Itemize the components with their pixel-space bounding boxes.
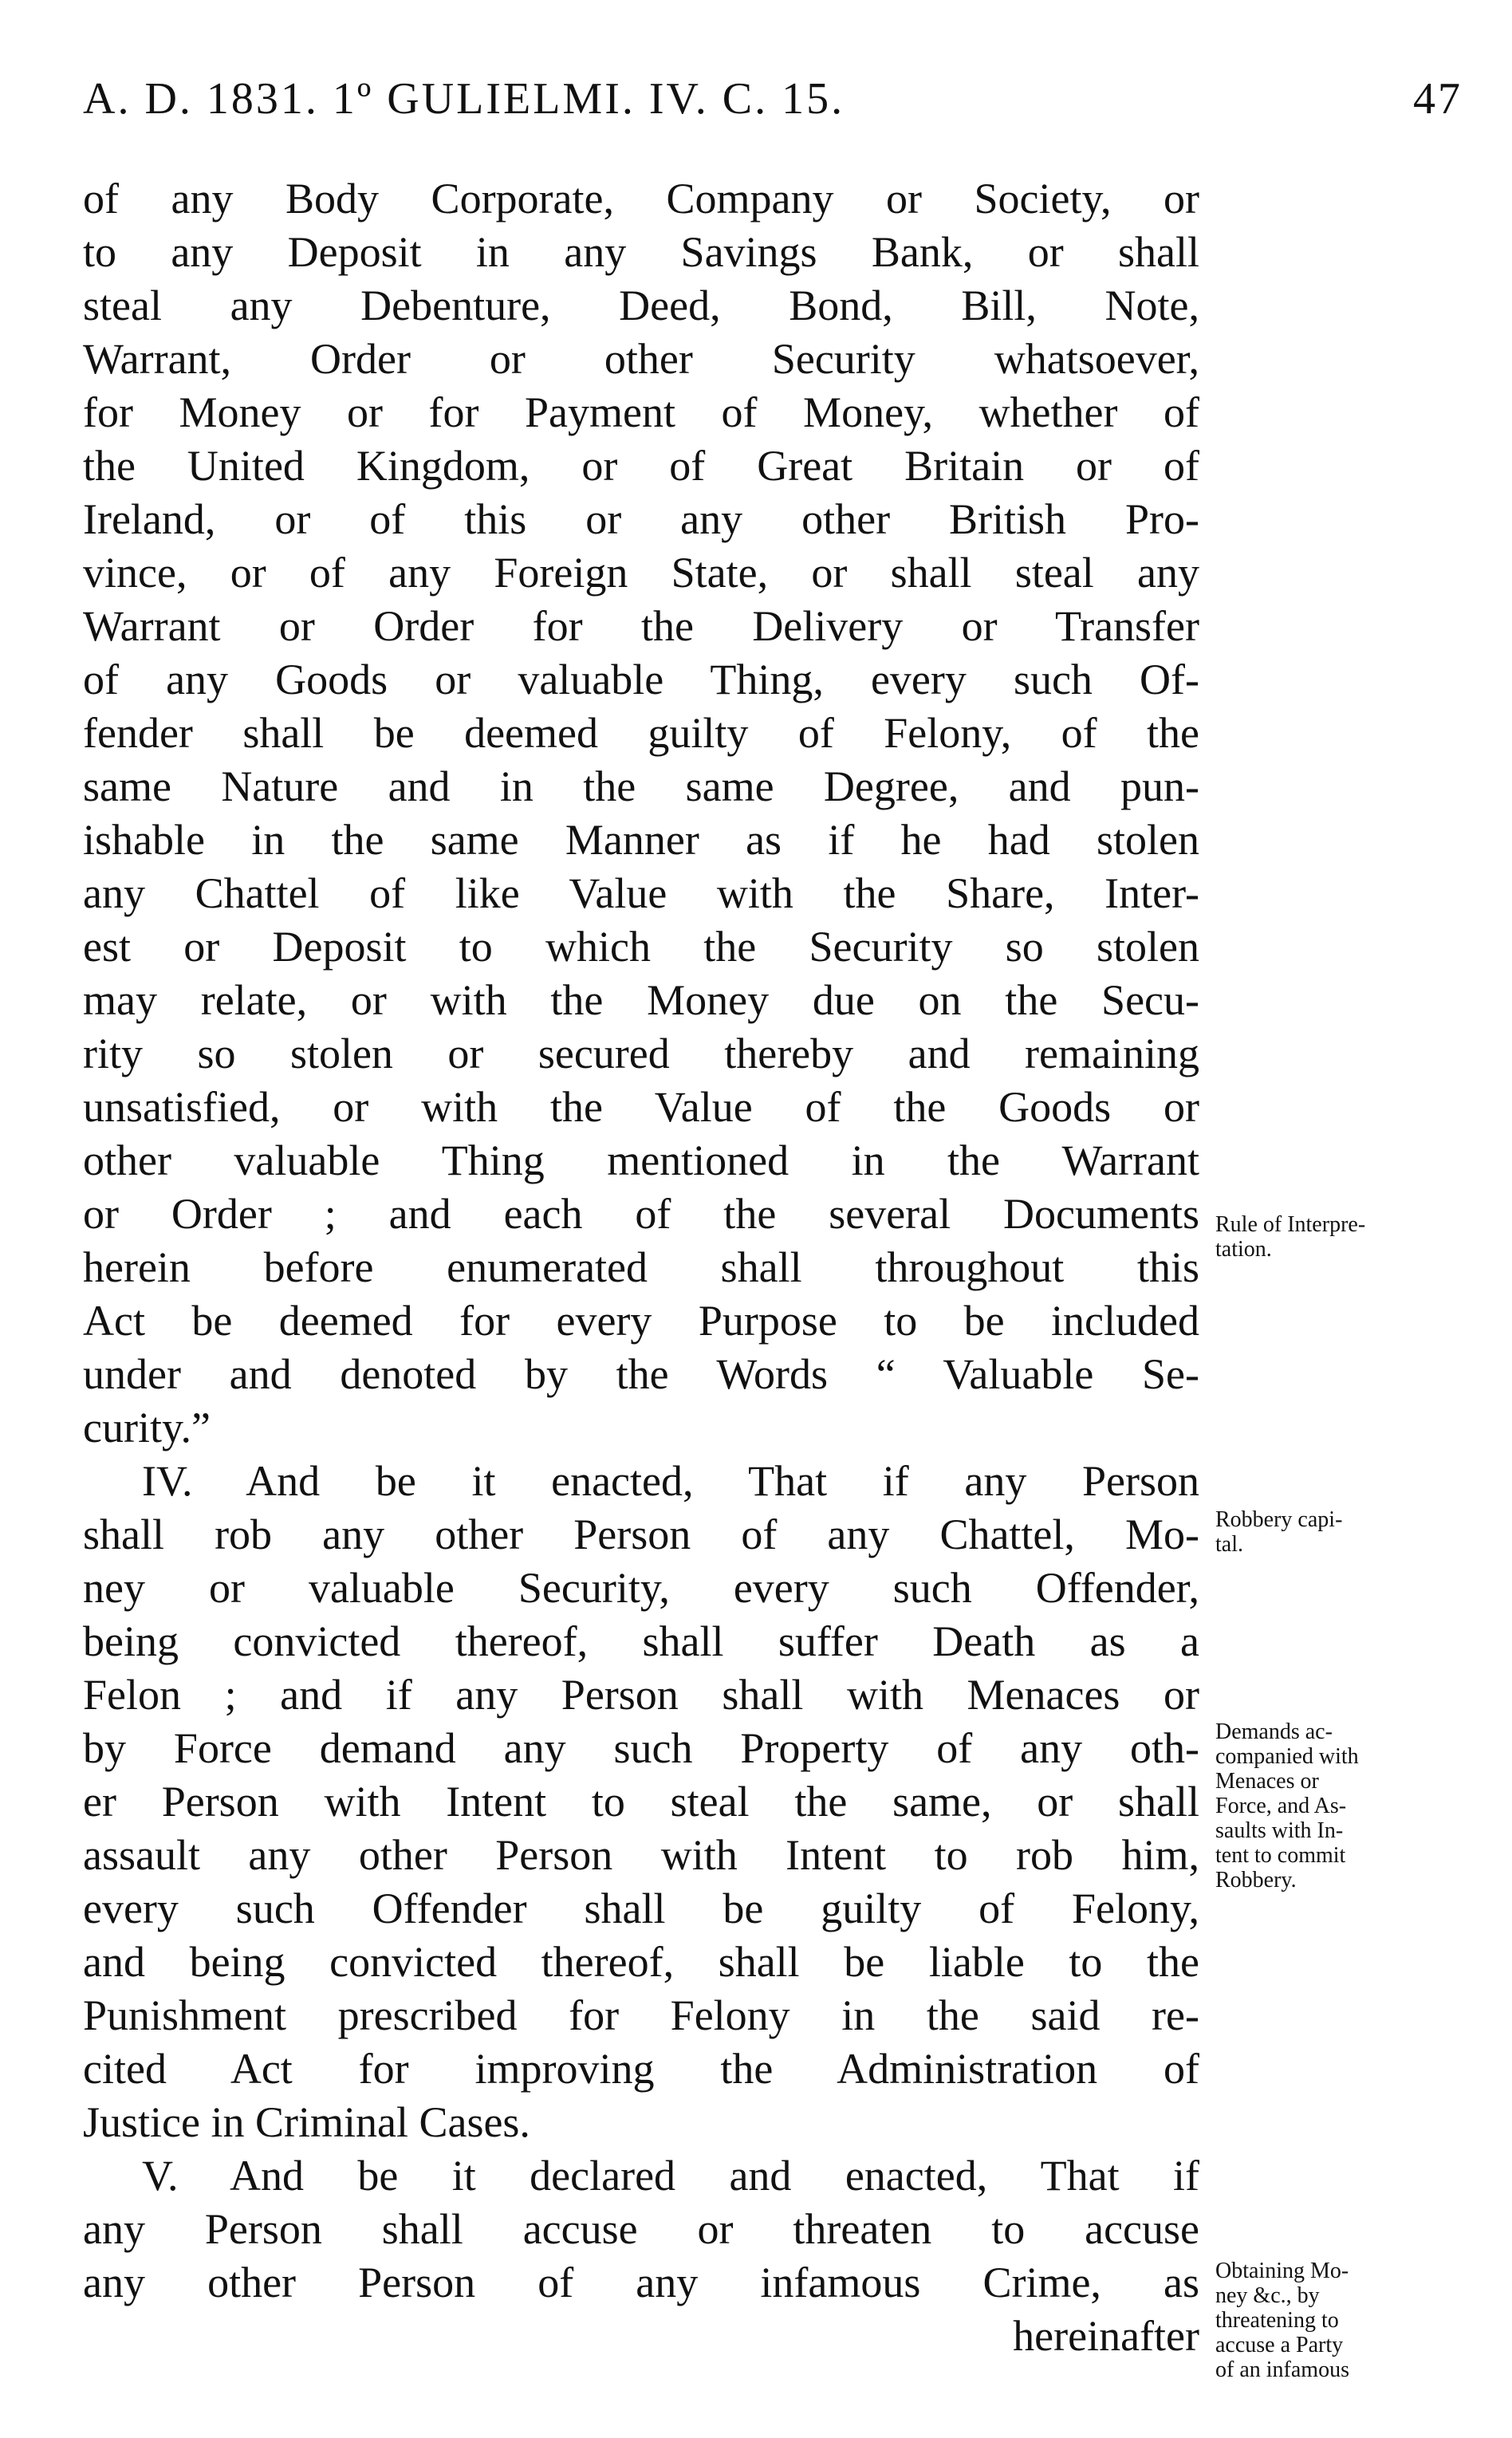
text-line: shall rob any other Person of any Chattel, Mo-	[83, 1510, 1199, 1558]
text-line: by Force demand any such Property of any oth-	[83, 1724, 1199, 1772]
text-line: and being convicted thereof, shall be liable to the	[83, 1938, 1199, 1986]
text-line: Warrant, Order or other Security whatsoever,	[83, 335, 1199, 383]
margin-note-line: saults with In-	[1215, 1818, 1344, 1843]
text-line: of any Goods or valuable Thing, every such Of-	[83, 656, 1199, 703]
text-line: Punishment prescribed for Felony in the said re-	[83, 1991, 1199, 2039]
text-line: other valuable Thing mentioned in the Warrant	[83, 1136, 1199, 1184]
margin-note-line: companied with	[1215, 1744, 1359, 1769]
text-line: ishable in the same Manner as if he had stolen	[83, 816, 1199, 864]
margin-note-line: Menaces or	[1215, 1769, 1319, 1794]
text-line: fender shall be deemed guilty of Felony, of the	[83, 709, 1199, 757]
margin-note-line: Robbery.	[1215, 1868, 1297, 1893]
margin-note-obtaining-money-by-threats	[1215, 2259, 1471, 2382]
margin-note-line: Force, and As-	[1215, 1794, 1347, 1818]
text-line: herein before enumerated shall throughout this	[83, 1243, 1199, 1291]
text-line: any Chattel of like Value with the Share, Inter-	[83, 869, 1199, 917]
text-line: steal any Debenture, Deed, Bond, Bill, Note,	[83, 282, 1199, 329]
page-header	[83, 73, 1463, 129]
text-line: the United Kingdom, or of Great Britain or of	[83, 442, 1199, 490]
text-line: under and denoted by the Words “ Valuable Se-	[83, 1350, 1199, 1398]
catchword-line: hereinafter	[1013, 2312, 1199, 2360]
text-line: Felon ; and if any Person shall with Menaces or	[83, 1671, 1199, 1719]
text-line: same Nature and in the same Degree, and pun-	[83, 762, 1199, 810]
text-line: rity so stolen or secured thereby and remaining	[83, 1030, 1199, 1077]
text-line: Warrant or Order for the Delivery or Transfer	[83, 602, 1199, 650]
margin-note-line: threatening to	[1215, 2308, 1339, 2333]
text-line: any Person shall accuse or threaten to accuse	[83, 2205, 1199, 2253]
text-line: Act be deemed for every Purpose to be included	[83, 1297, 1199, 1345]
text-line: vince, or of any Foreign State, or shall steal any	[83, 549, 1199, 597]
text-line: to any Deposit in any Savings Bank, or shall	[83, 228, 1199, 276]
text-line: Justice in Criminal Cases.	[83, 2098, 530, 2146]
main-text-column	[83, 172, 1199, 2363]
margin-note-line: tent to commit	[1215, 1843, 1346, 1868]
margin-note-demands-with-menaces	[1215, 1719, 1471, 1893]
text-line: every such Offender shall be guilty of Felony,	[83, 1885, 1199, 1932]
page-number: 47	[1413, 74, 1463, 124]
text-line: any other Person of any infamous Crime, as	[83, 2259, 1199, 2306]
margin-note-line: Obtaining Mo-	[1215, 2259, 1349, 2283]
text-line: may relate, or with the Money due on the Secu-	[83, 976, 1199, 1024]
text-line: est or Deposit to which the Security so stolen	[83, 923, 1199, 971]
section-iv-opening-line: IV. And be it enacted, That if any Person	[142, 1457, 1199, 1505]
section-v-opening-line: V. And be it declared and enacted, That if	[142, 2152, 1199, 2200]
margin-note-line: Demands ac-	[1215, 1719, 1333, 1744]
text-line: Ireland, or of this or any other British Pro-	[83, 495, 1199, 543]
text-line: cited Act for improving the Administration of	[83, 2045, 1199, 2093]
text-line: or Order ; and each of the several Documents	[83, 1190, 1199, 1238]
running-head: A. D. 1831. 1º GULIELMI. IV. C. 15.	[83, 74, 845, 124]
margin-note-line: Rule of Interpre-	[1215, 1212, 1366, 1237]
margin-note-robbery-capital	[1215, 1507, 1471, 1557]
text-line: being convicted thereof, shall suffer Death as a	[83, 1617, 1199, 1665]
margin-note-rule-of-interpretation	[1215, 1212, 1471, 1262]
margin-note-line: ney &c., by	[1215, 2283, 1320, 2308]
margin-note-line: of an infamous	[1215, 2357, 1349, 2382]
text-line: curity.”	[83, 1404, 211, 1451]
margin-note-line: tation.	[1215, 1237, 1272, 1262]
text-line: unsatisfied, or with the Value of the Goods or	[83, 1083, 1199, 1131]
margin-note-line: Robbery capi-	[1215, 1507, 1343, 1532]
text-line: of any Body Corporate, Company or Society, or	[83, 175, 1199, 223]
text-line: assault any other Person with Intent to rob him,	[83, 1831, 1199, 1879]
text-line: er Person with Intent to steal the same, or shall	[83, 1778, 1199, 1826]
text-line: ney or valuable Security, every such Offender,	[83, 1564, 1199, 1612]
margin-note-line: accuse a Party	[1215, 2333, 1344, 2357]
text-line: for Money or for Payment of Money, whether of	[83, 388, 1199, 436]
margin-note-line: tal.	[1215, 1532, 1243, 1557]
